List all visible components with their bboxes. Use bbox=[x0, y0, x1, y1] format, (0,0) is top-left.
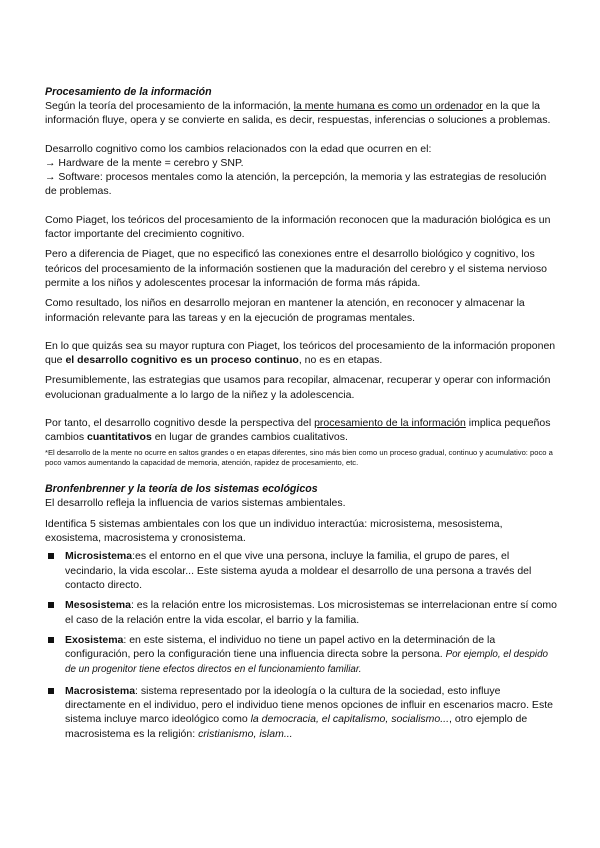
paragraph-piaget-2: Pero a diferencia de Piaget, que no especificó las conexiones entre el desarrollo biológico y cognitivo, los teóricos del procesamiento de la información sostienen que la maduración del cerebro y el sistema nervioso permite a los niños y adolescentes procesar la información de forma más rápida. bbox=[45, 248, 547, 289]
term-macrosystem: Macrosistema bbox=[65, 684, 136, 697]
software-line: → Software: procesos mentales como la atención, la percepción, la memoria y las estrategias de resolución de problemas. bbox=[45, 171, 547, 198]
conclusion-underlined: procesamiento de la información bbox=[314, 417, 466, 430]
conclusion-bold: cuantitativos bbox=[87, 431, 152, 444]
conclusion-text-mid: implica pequeños cambios bbox=[45, 417, 551, 444]
list-item-microsystem bbox=[45, 549, 557, 592]
example-macrosystem-2: cristianismo, islam... bbox=[198, 727, 293, 740]
desc-macrosystem-2: , otro ejemplo de macrosistema es la religión: bbox=[65, 713, 528, 740]
paragraph-bronfenbrenner-2: Identifica 5 sistemas ambientales con los que un individuo interactúa: microsistema, mesosistema, exosistema, macrosistema y cronosistema. bbox=[45, 517, 503, 545]
desc-mesosystem: : es la relación entre los microsistemas. Los microsistemas se interrelacionan entre sí como el caso de la relación entre la vida escolar, el barrio y la familia. bbox=[65, 599, 557, 626]
desc-exosystem: : en este sistema, el individuo no tiene un papel activo en la determinación de la configuración, pero la configuración tiene una influencia directa sobre la persona. bbox=[65, 633, 496, 661]
example-macrosystem-1: la democracia, el capitalismo, socialismo... bbox=[250, 713, 450, 726]
paragraph-rupture bbox=[45, 339, 557, 368]
intro-text-end: en la que la información fluye, opera y se convierte en salida, es decir, respuestas, inferencias o soluciones a problemas. bbox=[45, 100, 551, 127]
list-item-mesosystem bbox=[45, 598, 557, 627]
section-heading-bronfenbrenner: Bronfenbrenner y la teoría de los sistemas ecológicos bbox=[45, 483, 318, 496]
document-page bbox=[45, 85, 557, 747]
intro-underlined: la mente humana es como un ordenador bbox=[293, 100, 483, 112]
intro-text: Según la teoría del procesamiento de la información, bbox=[45, 100, 294, 112]
term-exosystem: Exosistema bbox=[65, 633, 124, 646]
paragraph-dev-line: Desarrollo cognitivo como los cambios relacionados con la edad que ocurren en el: bbox=[45, 142, 432, 155]
conclusion-text: Por tanto, el desarrollo cognitivo desde la perspectiva del bbox=[45, 417, 315, 430]
paragraph-result: Como resultado, los niños en desarrollo mejoran en mantener la atención, en reconocer y almacenar la información relevante para las tareas y en la ejecución de programas mentales. bbox=[45, 297, 525, 324]
bullet-square-icon bbox=[48, 688, 54, 694]
paragraph-intro bbox=[45, 99, 557, 128]
paragraph-piaget-1: Como Piaget, los teóricos del procesamiento de la información reconocen que la maduración biológica es un factor importante del crecimiento cognitivo. bbox=[45, 213, 551, 241]
bullet-square-icon bbox=[48, 553, 54, 559]
list-item-exosystem bbox=[45, 633, 557, 678]
systems-list bbox=[45, 549, 557, 741]
rupture-text-end: , no es en etapas. bbox=[298, 354, 383, 367]
desc-macrosystem: : sistema representado por la ideología o la cultura de la sociedad, esto influye directamente en el individuo, pero el individuo tiene menos opciones de influir en escenarios macro. Este sistema incluye marco ideológico como bbox=[65, 684, 553, 726]
list-item-macrosystem bbox=[45, 684, 557, 741]
rupture-text: En lo que quizás sea su mayor ruptura con Piaget, los teóricos del procesamiento de la información proponen que bbox=[45, 339, 556, 367]
bullet-square-icon bbox=[48, 602, 54, 608]
section-heading-processing: Procesamiento de la información bbox=[45, 86, 212, 98]
example-exosystem: Por ejemplo, el despido de un progenitor tiene efectos directos en el funcionamiento familiar. bbox=[65, 649, 548, 676]
term-mesosystem: Mesosistema bbox=[65, 599, 131, 612]
paragraph-conclusion bbox=[45, 416, 557, 445]
conclusion-text-end: en lugar de grandes cambios cualitativos. bbox=[151, 431, 348, 444]
footnote: *El desarrollo de la mente no ocurre en saltos grandes o en etapas diferentes, sino más bien como un proceso gradual, continuo y acumulativo: poco a poco vamos aumentando la capacidad de memoria, atención, rapidez de procesamiento, etc. bbox=[45, 447, 553, 468]
paragraph-strategies: Presumiblemente, las estrategias que usamos para recopilar, almacenar, recuperar y operar con información evolucionan gradualmente a lo largo de la niñez y la adolescencia. bbox=[45, 374, 551, 401]
term-microsystem: Microsistema bbox=[65, 550, 133, 563]
bullet-square-icon bbox=[48, 637, 54, 643]
desc-microsystem: :es el entorno en el que vive una persona, incluye la familia, el grupo de pares, el vecindario, la vida escolar... Este sistema ayuda a moldear el desarrollo de una persona a través del contacto directo. bbox=[65, 550, 532, 591]
rupture-bold: el desarrollo cognitivo es un proceso continuo bbox=[65, 354, 299, 367]
hardware-line: → Hardware de la mente = cerebro y SNP. bbox=[45, 156, 244, 169]
paragraph-bronfenbrenner-1: El desarrollo refleja la influencia de varios sistemas ambientales. bbox=[45, 497, 346, 510]
